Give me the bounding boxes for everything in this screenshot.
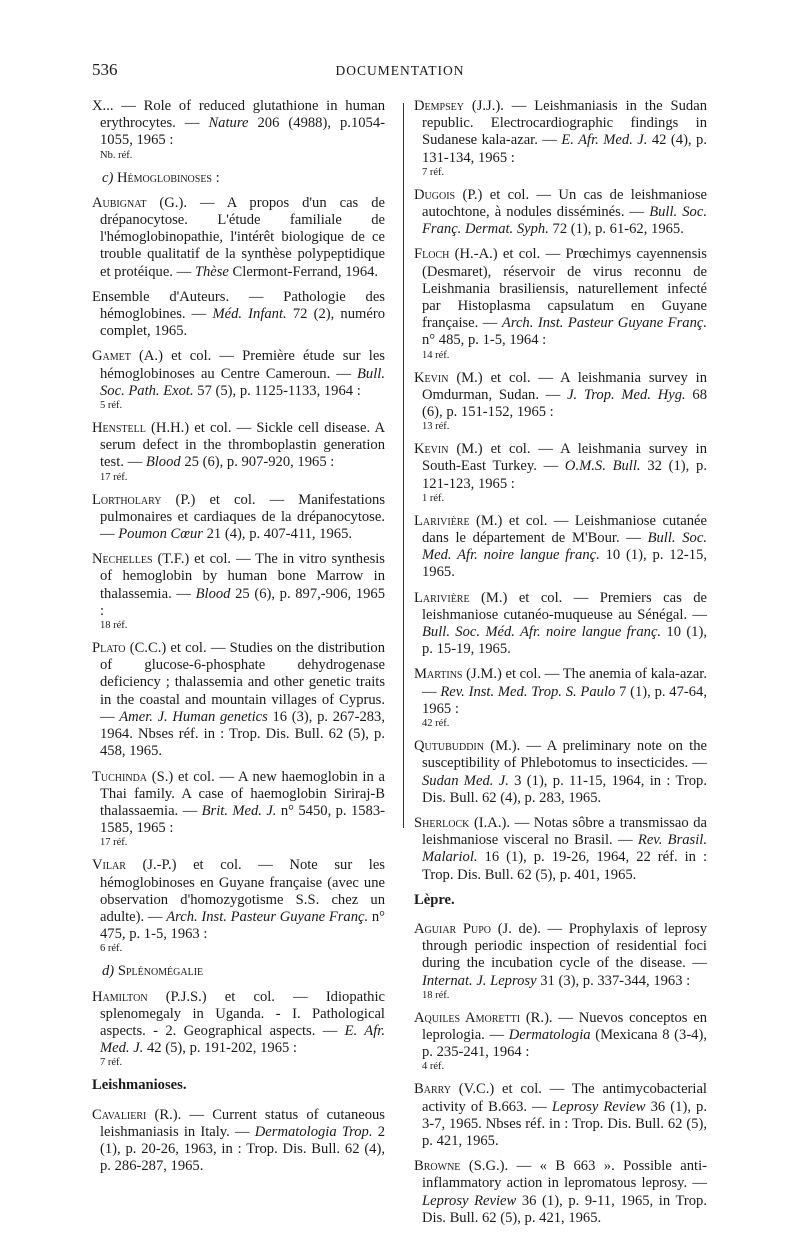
entry-text: (M.) et col. — Leishmaniose cutanée dans le département de M'Bour. — bbox=[422, 512, 707, 547]
bibliography-entry bbox=[92, 857, 385, 955]
entry-text: (H.-A.) et col. — Prœchimys cayennensis (Desmaret), réservoir de virus reconnu de Leishmania brasiliensis, naturellement infecté par Histoplasma capsulatum en Guyane française. — bbox=[422, 246, 707, 332]
entry-text: (M.). — A preliminary note on the susceptibility of Phlebotomus to insecticides. — bbox=[422, 738, 707, 772]
entry-author: Nechelles bbox=[92, 551, 153, 568]
entry-author: Dugois bbox=[414, 186, 456, 203]
bibliography-entry bbox=[414, 921, 707, 1002]
entry-text: (J. de). — Prophylaxis of leprosy through periodic inspection of residential foci during the incubation cycle of the disease. — bbox=[422, 920, 707, 972]
entry-text: (V.C.) et col. — The antimycobacterial activity of B.663. — bbox=[422, 1081, 707, 1115]
entry-details: 32 (1), p. 121-123, 1965 : bbox=[422, 458, 707, 492]
bibliography-entry bbox=[92, 492, 385, 544]
entry-journal: Bull. Soc. Méd. Afr. noire langue franç. bbox=[422, 624, 662, 641]
entry-text: (J.-P.) et col. — Note sur les hémoglobinoses en Guyane française (avec une observation d'homozygotisme S.S. chez un adulte). — bbox=[100, 857, 385, 925]
entry-journal: Brit. Med. J. bbox=[201, 802, 277, 819]
subsection-heading bbox=[102, 170, 385, 187]
bibliography-entry bbox=[92, 98, 385, 162]
bibliography-entry bbox=[414, 441, 707, 505]
entry-details: 7 (1), p. 47-64, 1965 : bbox=[422, 683, 707, 717]
entry-author: Aquiles Amoretti bbox=[414, 1009, 521, 1026]
entry-author: Kevin bbox=[414, 441, 449, 458]
section-heading: Lèpre. bbox=[414, 891, 455, 908]
bibliography-entry bbox=[92, 420, 385, 484]
entry-details: 42 (4), p. 131-134, 1965 : bbox=[422, 132, 707, 166]
subsection-title: Hémoglobinoses : bbox=[117, 169, 220, 186]
entry-reference-count: 1 réf. bbox=[422, 492, 445, 504]
entry-details: 3 (1), p. 11-15, 1964, in : Trop. Dis. Bull. 62 (4), p. 283, 1965. bbox=[422, 772, 707, 806]
entry-details: (Mexicana 8 (3-4), p. 235-241, 1964 : bbox=[422, 1026, 707, 1061]
entry-reference-count: 13 réf. bbox=[422, 421, 450, 433]
entry-text: (M.) et col. — A leishmania survey in Omdurman, Sudan. — bbox=[422, 369, 707, 403]
entry-journal: Blood bbox=[195, 585, 231, 602]
subsection-letter: d) bbox=[102, 963, 115, 980]
bibliography-entry bbox=[414, 666, 707, 730]
entry-journal: Dermatologia bbox=[508, 1026, 591, 1043]
entry-details: 206 (4988), p.1054-1055, 1965 : bbox=[100, 115, 385, 149]
bibliography-entry bbox=[414, 1081, 707, 1150]
bibliography-entry bbox=[92, 195, 385, 281]
entry-author: X... bbox=[92, 98, 114, 114]
bibliography-entry bbox=[414, 187, 707, 239]
bibliography-entry bbox=[414, 1010, 707, 1074]
entry-text: (M.) et col. — A leishmania survey in South-East Turkey. — bbox=[422, 441, 707, 475]
entry-author: Vilar bbox=[92, 857, 126, 874]
entry-text: Ensemble d'Auteurs. — Pathologie des hémoglobines. — bbox=[92, 288, 385, 323]
bibliography-entry bbox=[414, 513, 707, 582]
entry-author: Aubignat bbox=[92, 194, 147, 211]
entry-journal: Bull. Soc. Franç. Dermat. Syph. bbox=[422, 204, 707, 238]
left-column bbox=[92, 98, 385, 1183]
bibliography-entry bbox=[414, 590, 707, 659]
entry-details: 68 (6), p. 151-152, 1965 : bbox=[422, 386, 707, 421]
entry-text: (S.G.). — « B 663 ». Possible anti-inflammatory action in lepromatous leprosy. — bbox=[422, 1158, 707, 1192]
bibliography-entry bbox=[414, 1158, 707, 1227]
bibliography-entry bbox=[92, 989, 385, 1070]
entry-details: 10 (1), p. 15-19, 1965. bbox=[422, 624, 707, 658]
entry-author: Gamet bbox=[92, 348, 131, 365]
bibliography-entry bbox=[414, 815, 707, 884]
entry-text: (T.F.) et col. — The in vitro synthesis of hemoglobin by human bone Marrow in thalassemia. — bbox=[100, 551, 385, 602]
entry-text: (S.) et col. — A new haemoglobin in a Thai family. A case of haemoglobin Siriraj-B thalassaemia. — bbox=[100, 768, 385, 819]
entry-text: (R.). — Nuevos conceptos en leprologia. — bbox=[422, 1009, 707, 1043]
entry-journal: Bull. Soc. Med. Afr. noire langue franç. bbox=[422, 530, 707, 564]
entry-text: — Role of reduced glutathione in human erythrocytes. — bbox=[100, 98, 385, 132]
entry-journal: Sudan Med. J. bbox=[422, 772, 509, 789]
entry-author: Tuchinda bbox=[92, 768, 148, 785]
entry-author: Hamilton bbox=[92, 988, 148, 1005]
entry-journal: Arch. Inst. Pasteur Guyane Franç. bbox=[501, 315, 707, 332]
entry-journal: Amer. J. Human genetics bbox=[119, 708, 268, 725]
entry-journal: Rev. Brasil. Malariol. bbox=[422, 832, 707, 866]
entry-text: (J.M.) et col. — The anemia of kala-azar. — bbox=[422, 666, 707, 700]
running-title: DOCUMENTATION bbox=[335, 63, 465, 78]
entry-details: 31 (3), p. 337-344, 1963 : bbox=[536, 972, 691, 989]
entry-author: Sherlock bbox=[414, 814, 470, 831]
entry-details: 42 (5), p. 191-202, 1965 : bbox=[143, 1040, 297, 1057]
entry-author: Larivière bbox=[414, 512, 470, 529]
entry-reference-count: 5 réf. bbox=[100, 400, 123, 412]
entry-text: (M.) et col. — Premiers cas de leishmaniose cutanéo-muqueuse au Sénégal. — bbox=[422, 589, 707, 623]
entry-details: n° 475, p. 1-5, 1963 : bbox=[100, 908, 385, 943]
entry-author: Qutubuddin bbox=[414, 738, 484, 755]
column-divider bbox=[403, 103, 404, 828]
entry-author: Aguiar Pupo bbox=[414, 920, 492, 937]
entry-text: (P.J.S.) et col. — Idiopathic splenomegaly in Uganda. - I. Pathological aspects. - 2. Geographical aspects. — bbox=[100, 988, 385, 1039]
entry-journal: E. Afr. Med. J. bbox=[100, 1022, 385, 1057]
bibliography-entry bbox=[92, 1107, 385, 1176]
bibliography-entry bbox=[414, 738, 707, 807]
entry-journal: Internat. J. Leprosy bbox=[422, 972, 537, 989]
entry-text: (P.) et col. — Manifestations pulmonaires et cardiaques de la drépanocytose. — bbox=[100, 491, 385, 543]
entry-journal: Nature bbox=[208, 115, 249, 132]
bibliography-entry bbox=[92, 348, 385, 412]
entry-details: 36 (1), p. 9-11, 1965, in Trop. Dis. Bull. 62 (5), p. 421, 1965. bbox=[422, 1192, 708, 1226]
entry-details: 25 (6), p. 907-920, 1965 : bbox=[180, 454, 335, 471]
entry-details: 72 (2), numéro complet, 1965. bbox=[100, 306, 385, 340]
entry-reference-count: 17 réf. bbox=[100, 471, 128, 483]
entry-details: 36 (1), p. 3-7, 1965. Nbses réf. in : Trop. Dis. Bull. 62 (5), p. 421, 1965. bbox=[422, 1098, 708, 1149]
bibliography-entry bbox=[92, 769, 385, 850]
entry-author: Kevin bbox=[414, 369, 449, 386]
subsection-title: Splénomégalie bbox=[117, 963, 204, 980]
entry-journal: O.M.S. Bull. bbox=[564, 458, 641, 475]
entry-text: (I.A.). — Notas sôbre a transmissao da leishmaniose visceral no Brasil. — bbox=[422, 814, 707, 849]
entry-author: Floch bbox=[414, 246, 450, 263]
entry-details: n° 5450, p. 1583-1585, 1965 : bbox=[100, 802, 385, 837]
entry-author: Martins bbox=[414, 666, 463, 683]
entry-details: 21 (4), p. 407-411, 1965. bbox=[202, 526, 353, 543]
entry-reference-count: 18 réf. bbox=[422, 989, 450, 1001]
entry-author: Cavalieri bbox=[92, 1106, 147, 1123]
entry-journal: Leprosy Review bbox=[422, 1192, 517, 1209]
entry-details: 2 (1), p. 20-26, 1963, in : Trop. Dis. Bull. 62 (4), p. 286-287, 1965. bbox=[100, 1123, 385, 1175]
entry-reference-count: 17 réf. bbox=[100, 837, 128, 849]
entry-details: 57 (5), p. 1125-1133, 1964 : bbox=[193, 382, 361, 399]
subsection-heading bbox=[102, 963, 385, 980]
entry-text: (A.) et col. — Première étude sur les hémoglobinoses au Centre Cameroun. — bbox=[100, 348, 385, 382]
entry-author: Larivière bbox=[414, 589, 470, 606]
bibliography-entry bbox=[414, 98, 707, 179]
entry-reference-count: 7 réf. bbox=[422, 166, 445, 178]
entry-reference-count: 7 réf. bbox=[100, 1057, 123, 1069]
entry-journal: Dermatologia Trop. bbox=[254, 1123, 373, 1140]
entry-text: (C.C.) et col. — Studies on the distribution of glucose-6-phosphate dehydrogenase deficiency ; thalassemia and other genetic traits in the coastal and mountain villages of Cyprus. — bbox=[100, 640, 385, 725]
bibliography-entry bbox=[92, 289, 385, 341]
entry-text: (P.) et col. — Un cas de leishmaniose autochtone, à nodules disséminés. — bbox=[422, 186, 707, 221]
page-number: 536 bbox=[92, 60, 118, 79]
entry-journal: Poumon Cœur bbox=[118, 526, 203, 543]
entry-author: Plato bbox=[92, 640, 126, 657]
entry-details: 10 (1), p. 12-15, 1965. bbox=[422, 547, 707, 581]
entry-reference-count: 42 réf. bbox=[422, 718, 450, 730]
entry-reference-count: 4 réf. bbox=[422, 1061, 445, 1073]
entry-journal: Bull. Soc. Path. Exot. bbox=[100, 365, 385, 399]
bibliography-entry bbox=[92, 640, 385, 760]
entry-journal: Leprosy Review bbox=[551, 1098, 646, 1115]
entry-journal: Thèse bbox=[194, 263, 229, 280]
entry-author: Browne bbox=[414, 1158, 461, 1175]
entry-text: (G.). — A propos d'un cas de drépanocytose. L'étude familiale de l'hémoglobinopathie, l'intérêt biologique de ce trouble qualitatif de la synthèse polypeptidique et protéique. — bbox=[100, 194, 385, 280]
entry-details: 16 (3), p. 267-283, 1964. Nbses réf. in : Trop. Dis. Bull. 62 (5), p. 458, 1965. bbox=[100, 708, 385, 760]
entry-details: Clermont-Ferrand, 1964. bbox=[228, 263, 379, 280]
bibliography-entry bbox=[92, 551, 385, 632]
entry-author: Lortholary bbox=[92, 491, 162, 508]
entry-reference-count: 18 réf. bbox=[100, 620, 128, 632]
subsection-letter: c) bbox=[102, 169, 114, 186]
entry-text: (J.J.). — Leishmaniasis in the Sudan republic. Electrocardiographic findings in Sudanese kala-azar. — bbox=[422, 98, 707, 149]
entry-reference-count: Nb. réf. bbox=[100, 149, 133, 161]
entry-journal: Blood bbox=[145, 454, 181, 471]
section-heading: Leishmanioses. bbox=[92, 1077, 187, 1094]
entry-author: Dempsey bbox=[414, 98, 464, 114]
entry-text: (R.). — Current status of cutaneous leishmaniasis in Italy. — bbox=[100, 1106, 385, 1140]
entry-author: Henstell bbox=[92, 420, 146, 437]
entry-journal: Arch. Inst. Pasteur Guyane Franç. bbox=[166, 908, 369, 925]
entry-author: Barry bbox=[414, 1081, 451, 1098]
entry-details: 25 (6), p. 897,-906, 1965 : bbox=[100, 585, 386, 619]
entry-text: (H.H.) et col. — Sickle cell disease. A serum defect in the thromboplastin generation test. — bbox=[100, 420, 385, 471]
entry-journal: J. Trop. Med. Hyg. bbox=[567, 386, 686, 403]
entry-details: 72 (1), p. 61-62, 1965. bbox=[548, 221, 684, 238]
right-column bbox=[414, 98, 707, 1235]
entry-journal: Méd. Infant. bbox=[212, 306, 287, 323]
entry-journal: Rev. Inst. Med. Trop. S. Paulo bbox=[440, 683, 616, 700]
bibliography-entry bbox=[414, 246, 707, 361]
entry-reference-count: 6 réf. bbox=[100, 943, 123, 955]
entry-journal: E. Afr. Med. J. bbox=[561, 132, 648, 149]
entry-details: n° 485, p. 1-5, 1964 : bbox=[422, 332, 547, 349]
entry-reference-count: 14 réf. bbox=[422, 349, 450, 361]
bibliography-entry bbox=[414, 370, 707, 434]
entry-details: 16 (1), p. 19-26, 1964, 22 réf. in : Trop. Dis. Bull. 62 (5), p. 401, 1965. bbox=[422, 849, 707, 883]
